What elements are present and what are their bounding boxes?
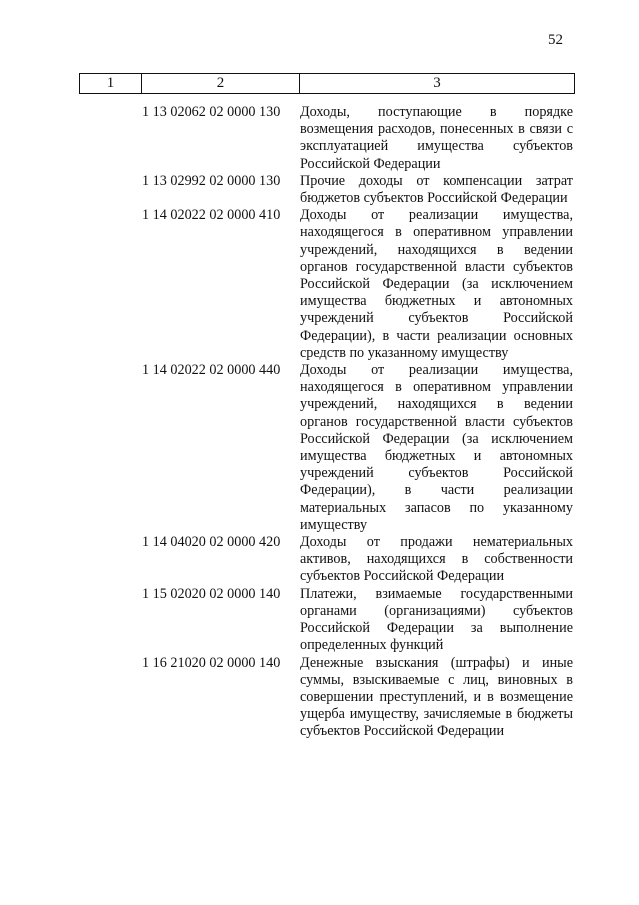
table-row [0, 655, 639, 741]
income-description: Доходы от продажи нематериальных активов, находящихся в собственности субъектов Российской Федерации [300, 534, 573, 585]
income-description: Доходы от реализации имущества, находящегося в оперативном управлении учреждений, находящихся в ведении органов государственной власти субъектов Российской Федерации (за исключением имущества бюджетных и автономных учреждений субъектов Российской Федерации), в части реализации материальных запасов по указанному имуществу [300, 362, 573, 533]
budget-classification-code: 1 13 02062 02 0000 130 [142, 104, 281, 120]
table-body [0, 104, 639, 741]
table-header [79, 73, 575, 94]
column-header-2: 2 [141, 74, 299, 93]
income-description: Прочие доходы от компенсации затрат бюджетов субъектов Российской Федерации [300, 172, 573, 207]
table-row [0, 362, 639, 534]
table-row [0, 207, 639, 362]
budget-classification-code: 1 13 02992 02 0000 130 [142, 172, 281, 189]
table-row [0, 534, 639, 586]
income-description: Доходы, поступающие в порядке возмещения расходов, понесенных в связи с эксплуатацией имущества субъектов Российской Федерации [300, 104, 573, 172]
income-description: Доходы от реализации имущества, находящегося в оперативном управлении учреждений, находящихся в ведении органов государственной власти субъектов Российской Федерации (за исключением имущества бюджетных и автономных учреждений субъектов Российской Федерации), в части реализации основных средств по указанному имуществу [300, 207, 573, 361]
column-header-1: 1 [106, 75, 115, 91]
table-row [0, 586, 639, 655]
income-description: Денежные взыскания (штрафы) и иные суммы, взыскиваемые с лиц, виновных в совершении преступлений, и в возмещение ущерба имуществу, зачисляемые в бюджеты субъектов Российской Федерации [300, 654, 573, 740]
income-description: Платежи, взимаемые государственными органами (организациями) субъектов Российской Федерации за выполнение определенных функций [300, 585, 573, 654]
table-row [0, 173, 639, 207]
budget-classification-code: 1 15 02020 02 0000 140 [142, 585, 281, 602]
column-header-3: 3 [299, 74, 574, 93]
budget-classification-code: 1 14 04020 02 0000 420 [142, 534, 281, 551]
budget-classification-code: 1 14 02022 02 0000 410 [142, 207, 281, 224]
budget-classification-code: 1 16 21020 02 0000 140 [142, 654, 281, 671]
page-number: 52 [548, 32, 563, 48]
table-row [0, 104, 639, 173]
budget-classification-code: 1 14 02022 02 0000 440 [142, 362, 281, 379]
